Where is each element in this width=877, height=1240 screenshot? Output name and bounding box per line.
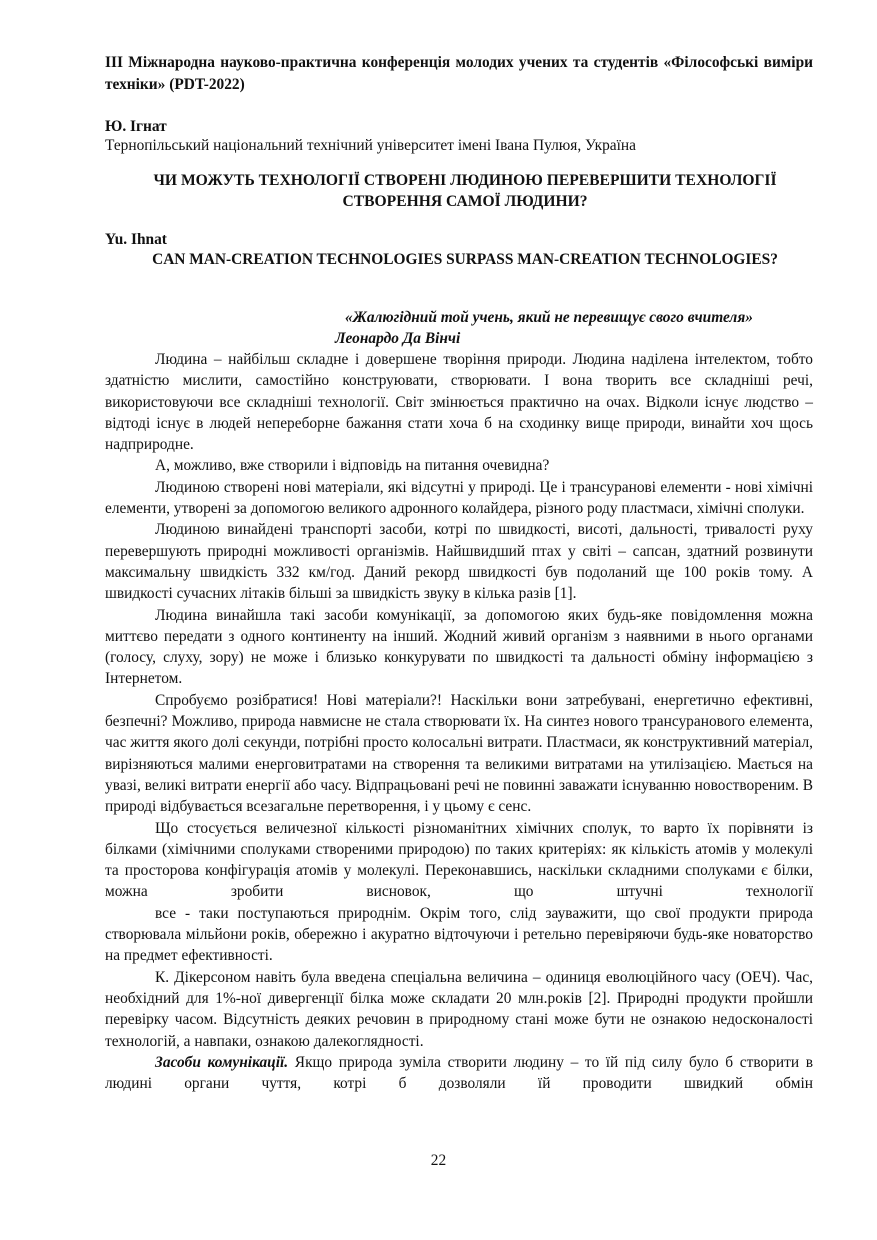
- paragraph: А, можливо, вже створили і відповідь на питання очевидна?: [155, 457, 550, 475]
- paragraph: Спробуємо розібратися! Нові матеріали?! Наскільки вони затребувані, енергетично ефективні, безпечні? Можливо, природа навмисне не стала створювати їх. На синтез нового трансуранового елемента, час життя якого долі секунди, потрібні просто колосальні витрати. Пластмаси, як конструктивний матеріал, вирізняються малими енерговитратами на створення та великими витратами на утилізацією. Мається на увазі, великі витрати енергії або часу. Відпрацьовані речі не повинні заважати існуванню новоствореним. В природі відбувається всезагальне перетворення, і у цьому є сенс.: [105, 691, 813, 816]
- paragraph: Людина – найбільш складне і довершене творіння природи. Людина наділена інтелектом, тобто здатністю мислити, самостійно конструювати, створювати. І вона творить все складніші речі, використовуючи все складніші технології. Світ змінюється практично на очах. Відколи існує людство – відтоді існує в людей непереборне бажання стати хоча б на сходинку вище природи, винайти хоч щось надприродне.: [105, 351, 813, 454]
- epigraph-quote: «Жалюгідний той учень, який не перевищує свого вчителя»: [345, 309, 753, 326]
- paragraph-text: Якщо природа зуміла створити людину – то їй під силу було б створити в людині органи чуття, котрі б дозволяли їй проводити швидкий обмін: [105, 1053, 813, 1093]
- paragraph: К. Дікерсоном навіть була введена спеціальна величина – одиниця еволюційного часу (ОЕЧ). Час, необхідний для 1%-ної дивергенції білка може складати 20 млн.років [2]. Природні продукти пройшли перевірку часом. Відсутність деяких речовин в природному стані може бути не ознакою недосконалості технологій, а навпаки, ознакою далекоглядності.: [105, 968, 813, 1050]
- author-name-en: Yu. Ihnat: [105, 231, 167, 248]
- page-number: 22: [430, 1152, 447, 1169]
- body-text: [105, 349, 813, 1094]
- paragraph: Людиною винайдені транспорті засоби, котрі по швидкості, висоті, дальності, тривалості руху перевершують природні можливості організмів. Найшвидший птах у світі – сапсан, здатний розвинути максимальну швидкість 332 км/год. Даний рекорд швидкості був подоланий ще 100 років тому. А швидкості сучасних літаків більші за швидкість звуку в кілька разів [1].: [105, 521, 813, 603]
- author-name-ua: Ю. Ігнат: [105, 118, 167, 135]
- paper-title-ua: ЧИ МОЖУТЬ ТЕХНОЛОГІЇ СТВОРЕНІ ЛЮДИНОЮ ПЕРЕВЕРШИТИ ТЕХНОЛОГІЇ СТВОРЕННЯ САМОЇ ЛЮДИНИ?: [153, 172, 777, 211]
- paragraph: [105, 1052, 813, 1095]
- section-lead: Засоби комунікації.: [155, 1053, 289, 1071]
- conference-header: III Міжнародна науково-практична конференція молодих учених та студентів «Філософські виміри техніки» (PDT-2022): [105, 54, 813, 93]
- paragraph: все - таки поступаються природнім. Окрім того, слід зауважити, що свої продукти природа створювала мільйони років, обережно і акуратно відточуючи і ретельно перевіряючи будь-яке новаторство на предмет ефективності.: [105, 904, 813, 965]
- author-affiliation: Тернопільський національний технічний університет імені Івана Пулюя, Україна: [105, 137, 636, 154]
- paragraph: Що стосується величезної кількості різноманітних хімічних сполук, то варто їх порівняти із білками (хімічними сполуками створеними природою) по таких критеріях: як кількість атомів у молекулі та просторова конфігурація атомів у молекулі. Переконавшись, наскільки складними сполуками є білки, можна зробити висновок, що штучні технології: [105, 819, 813, 901]
- paper-title-en: CAN MAN-CREATION TECHNOLOGIES SURPASS MAN-CREATION TECHNOLOGIES?: [152, 251, 778, 268]
- epigraph: [335, 307, 815, 350]
- epigraph-author: Леонардо Да Вінчі: [335, 330, 461, 348]
- paragraph: Людина винайшла такі засоби комунікації, за допомогою яких будь-яке повідомлення можна миттєво передати з одного континенту на інший. Жодний живий організм з наявними в нього органами (голосу, слуху, зору) не може і близько конкурувати по швидкості та дальності обміну інформацією з Інтернетом.: [105, 606, 813, 688]
- paragraph: Людиною створені нові матеріали, які відсутні у природі. Це і трансуранові елементи - нові хімічні елементи, утворені за допомогою великого адронного колайдера, різного роду пластмаси, хімічні сполуки.: [105, 478, 813, 518]
